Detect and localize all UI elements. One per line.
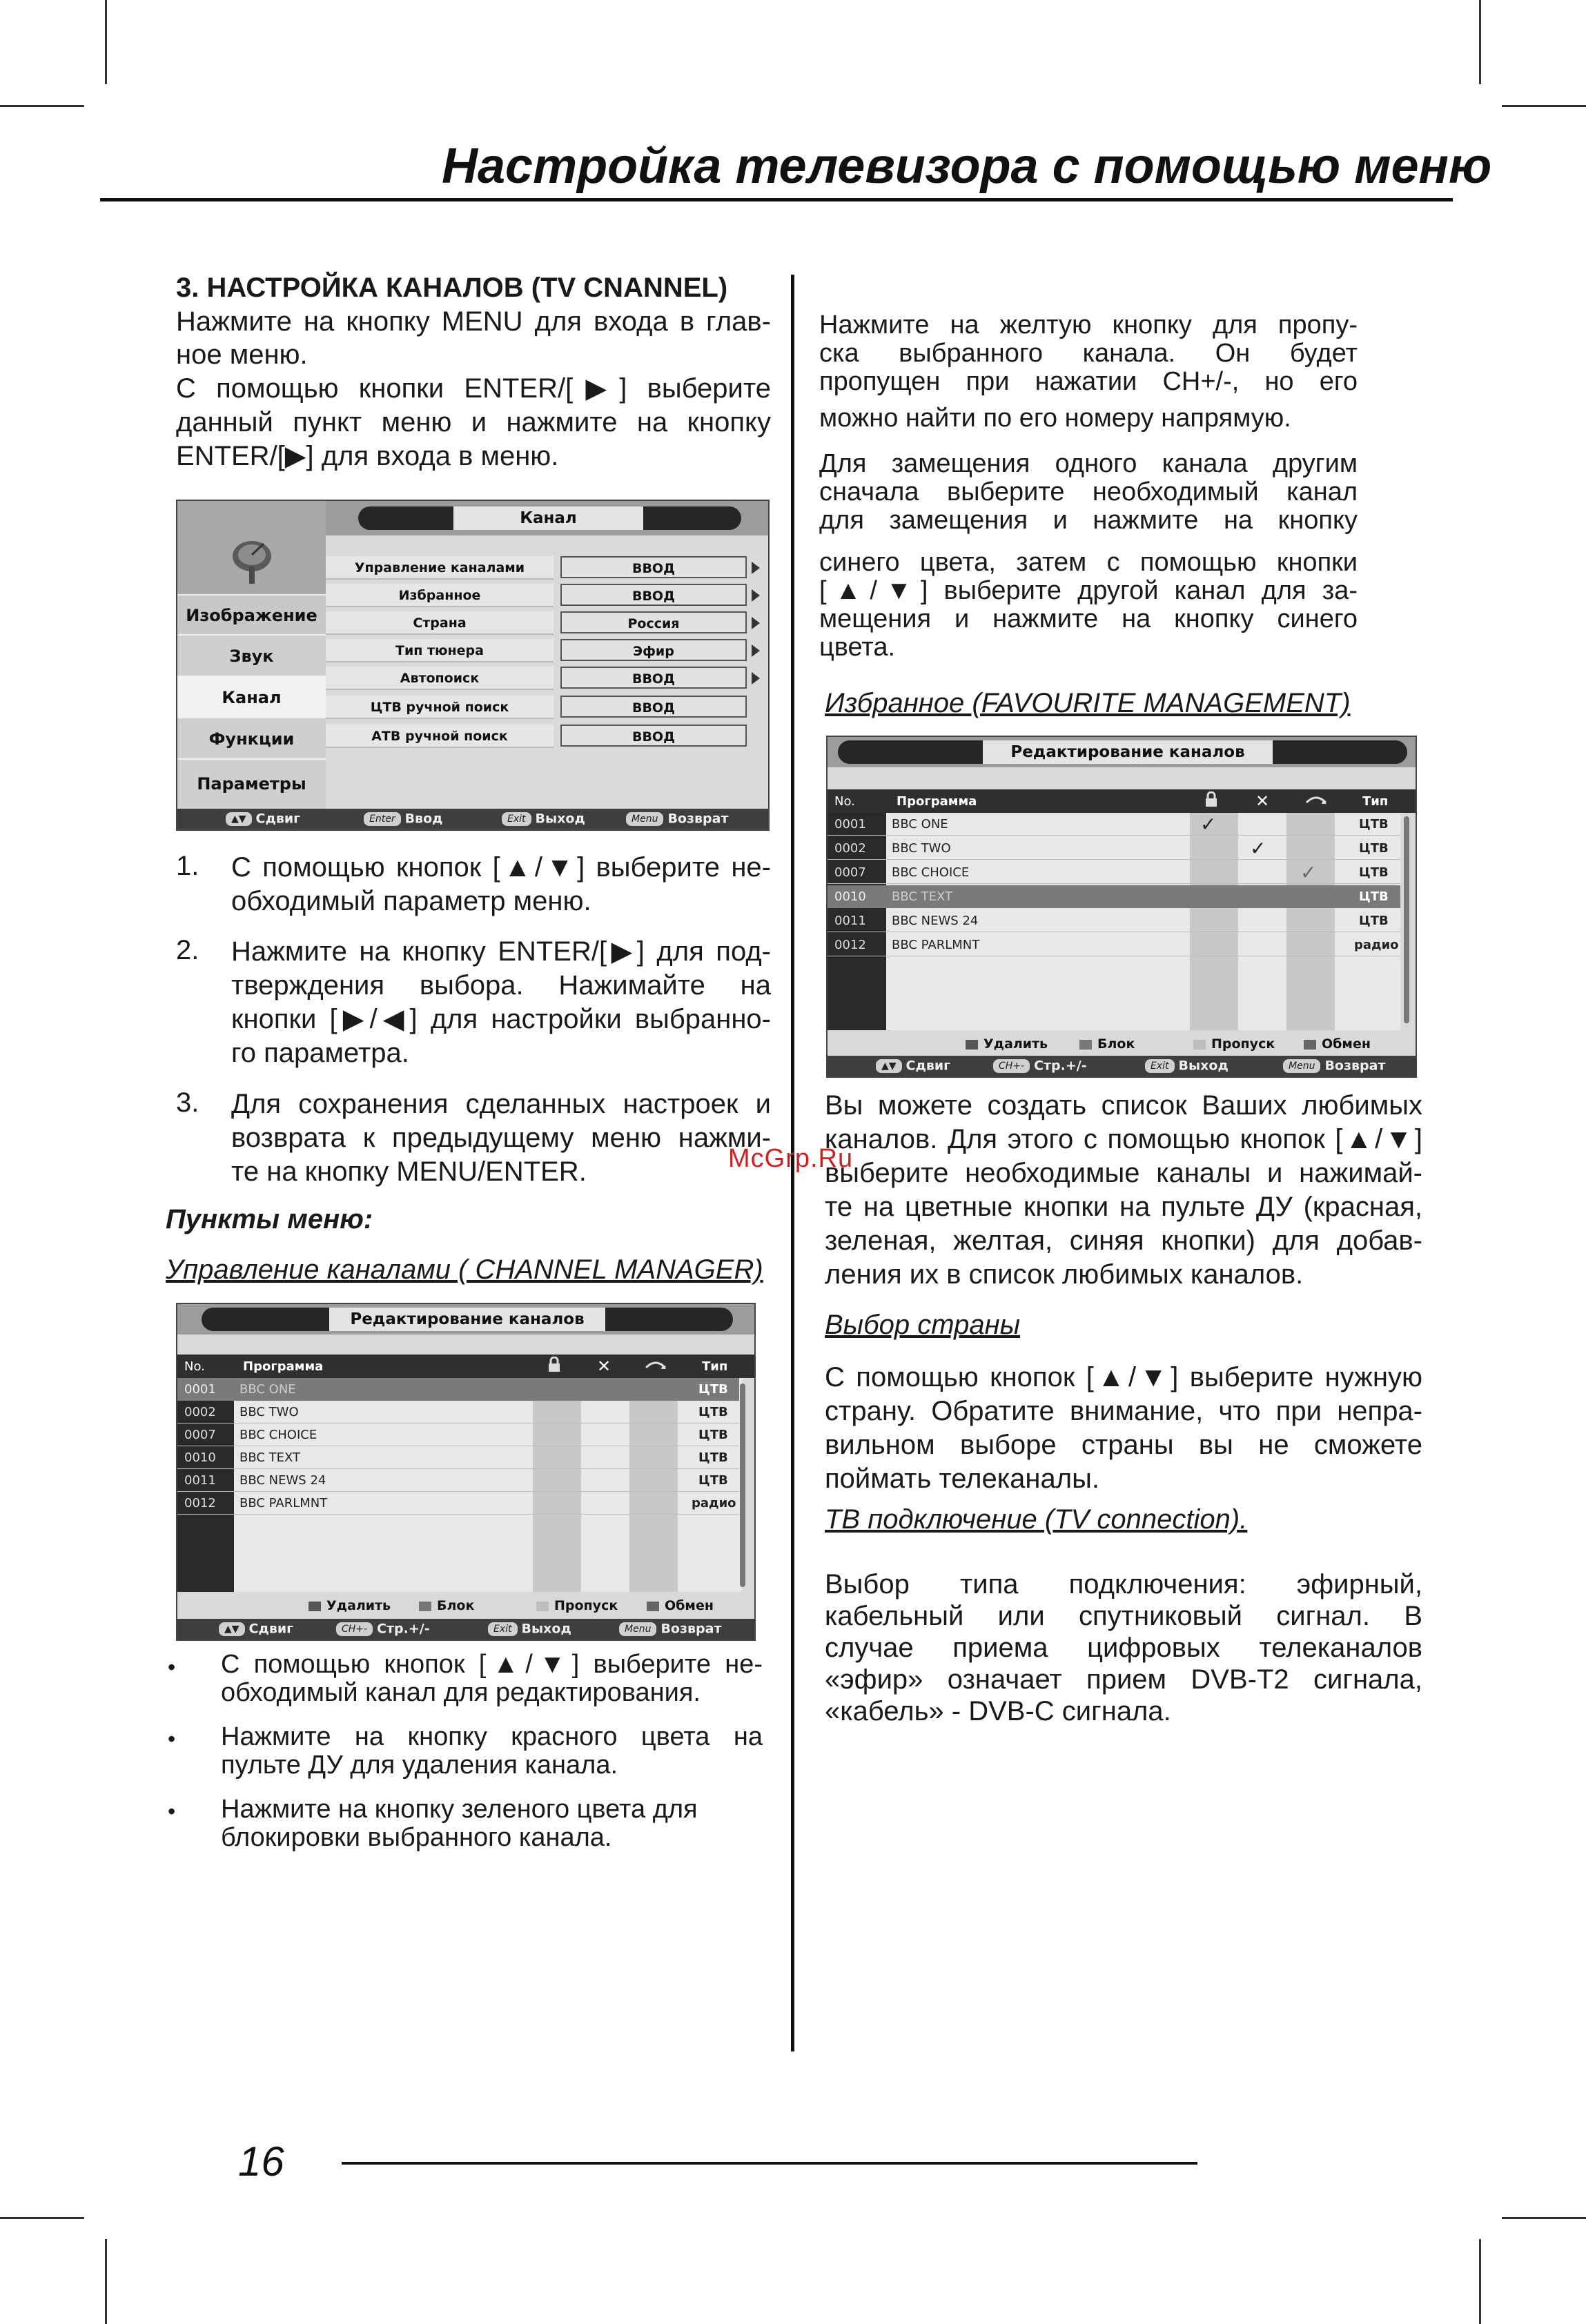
text-line: С помощью кнопок [▲/▼] выберите не-	[221, 1650, 763, 1679]
text-line: пульте ДУ для удаления канала.	[221, 1751, 618, 1780]
legend-label: Обмен	[665, 1598, 714, 1613]
hint-label: Возврат	[667, 811, 729, 827]
title-rule	[100, 198, 1453, 201]
sidebar-item-parameters[interactable]: Параметры	[177, 758, 326, 810]
legend-label: Обмен	[1322, 1036, 1371, 1052]
text-line: поймать телеканалы.	[825, 1464, 1099, 1494]
tv-connection-heading: ТВ подключение (TV connection).	[825, 1504, 1248, 1535]
text-line: Вы можете создать список Ваших любимых	[825, 1090, 1422, 1121]
key-label: CH+-	[336, 1622, 373, 1636]
menu-row-autosearch[interactable]	[326, 667, 768, 694]
text-line: Для замещения одного канала другим	[819, 449, 1358, 478]
footer-hint	[876, 1058, 950, 1074]
scrollbar[interactable]	[740, 1383, 745, 1587]
screen-footer	[828, 1056, 1416, 1076]
footer-hint	[626, 811, 729, 827]
legend-label: Удалить	[983, 1036, 1048, 1052]
crop-mark	[1479, 2239, 1481, 2324]
blue-button-swatch	[1304, 1040, 1316, 1050]
menu-row-value[interactable]: ВВОД	[560, 725, 747, 747]
screen-title: Редактирование каналов	[983, 740, 1273, 764]
footer-hint	[226, 811, 300, 827]
channel-type: ЦТВ	[698, 1428, 728, 1442]
skip-icon	[643, 1357, 668, 1377]
screen-footer	[177, 809, 768, 829]
text-line: С помощью кнопок [▲/▼] выберите нужную	[825, 1362, 1422, 1392]
table-row[interactable]	[177, 1446, 739, 1469]
column-program: Программа	[243, 1359, 324, 1374]
channel-type: ЦТВ	[1359, 841, 1389, 856]
menu-row-country[interactable]	[326, 611, 768, 639]
channel-name: BBC PARLMNT	[239, 1496, 328, 1510]
blue-button-swatch	[647, 1602, 659, 1611]
close-icon: ✕	[1255, 791, 1270, 811]
key-label: ▲▼	[226, 812, 252, 826]
channel-name: BBC TWO	[239, 1405, 299, 1419]
channel-menu-screen	[176, 500, 770, 831]
legend-skip	[536, 1598, 618, 1613]
legend-swap	[647, 1598, 714, 1613]
table-row[interactable]	[177, 1469, 739, 1492]
hint-label: Возврат	[660, 1621, 722, 1637]
skip-icon	[1304, 791, 1329, 811]
text-line: Нажмите на кнопку зеленого цвета для	[221, 1795, 698, 1824]
page-title: Настройка телевизора с помощью меню	[442, 139, 1492, 194]
table-row[interactable]	[177, 1401, 739, 1424]
yellow-button-swatch	[536, 1602, 549, 1611]
color-legend	[177, 1594, 754, 1616]
red-button-swatch	[966, 1040, 978, 1050]
channel-type: ЦТВ	[698, 1405, 728, 1419]
channel-number: 0001	[184, 1382, 216, 1397]
legend-label: Пропуск	[554, 1598, 618, 1613]
hint-label: Возврат	[1324, 1058, 1386, 1074]
close-icon: ✕	[597, 1357, 611, 1376]
menu-row-value[interactable]: Россия	[560, 611, 747, 633]
legend-label: Блок	[437, 1598, 475, 1613]
sidebar-item-picture[interactable]: Изображение	[177, 594, 326, 634]
text-line: ления их в список любимых каналов.	[825, 1259, 1304, 1290]
text-line: для замещения и нажмите на кнопку	[819, 506, 1358, 535]
satellite-dish-icon	[177, 501, 326, 594]
legend-label: Пропуск	[1211, 1036, 1275, 1052]
hint-label: Сдвиг	[255, 811, 301, 827]
menu-row-label: Управление каналами	[326, 556, 554, 580]
key-label: Exit	[1145, 1059, 1175, 1073]
text-line: те на кнопку MENU/ENTER.	[231, 1156, 587, 1187]
footer-hint	[1145, 1058, 1228, 1074]
text-line: ENTER/[▶] для входа в меню.	[176, 441, 559, 471]
menu-row-label: Избранное	[326, 584, 554, 607]
text-line: цвета.	[819, 633, 896, 662]
check-icon: ✓	[1250, 837, 1266, 860]
text-line: Нажмите на кнопку красного цвета на	[221, 1722, 763, 1751]
column-program: Программа	[897, 794, 977, 809]
text-line: [▲/▼] выберите другой канал для за-	[819, 576, 1358, 605]
channel-type: радио	[692, 1496, 736, 1510]
text-line: «эфир» означает прием DVB-T2 сигнала,	[825, 1664, 1422, 1695]
channel-number: 0012	[184, 1496, 216, 1510]
channel-type: ЦТВ	[698, 1450, 728, 1465]
check-icon: ✓	[1200, 813, 1217, 836]
text-line: страну. Обратите внимание, что при непра-	[825, 1396, 1422, 1426]
channel-name: BBC TEXT	[892, 889, 953, 904]
arrow-right-icon	[752, 589, 760, 602]
channel-number: 0010	[184, 1450, 216, 1465]
column-no: No.	[184, 1359, 205, 1374]
channel-type: ЦТВ	[698, 1382, 728, 1397]
favourite-heading: Избранное (FAVOURITE MANAGEMENT)	[825, 688, 1351, 718]
key-label: Exit	[502, 812, 531, 826]
channel-type: ЦТВ	[1359, 889, 1389, 904]
legend-skip	[1193, 1036, 1275, 1052]
text-line: выберите необходимые каналы и нажимай-	[825, 1158, 1422, 1188]
screen-title: Редактирование каналов	[329, 1308, 605, 1331]
check-icon: ✓	[1300, 861, 1317, 884]
text-line: синего цвета, затем с помощью кнопки	[819, 548, 1358, 577]
footer-hint	[336, 1621, 430, 1637]
menu-row-channel-manager[interactable]	[326, 556, 768, 584]
text-line: С помощью кнопки ENTER/[▶] выберите	[176, 373, 771, 404]
section-heading: 3. НАСТРОЙКА КАНАЛОВ (TV CNANNEL)	[176, 273, 728, 303]
footer-hint	[364, 811, 442, 827]
crop-mark	[105, 0, 107, 84]
table-row[interactable]	[828, 861, 1400, 884]
channel-name: BBC ONE	[892, 817, 948, 831]
bullet-marker: •	[168, 1655, 176, 1680]
step-number: 1.	[176, 851, 199, 881]
footer-hint	[993, 1058, 1087, 1074]
channel-type: ЦТВ	[1359, 817, 1389, 831]
text-line: тверждения выбора. Нажимайте на	[231, 970, 771, 1001]
step-number: 2.	[176, 935, 199, 965]
table-row[interactable]	[177, 1378, 739, 1401]
key-label: CH+-	[993, 1059, 1030, 1073]
text-line: Нажмите на кнопку MENU для входа в глав-	[176, 306, 771, 337]
text-line: возврата к предыдущему меню нажми-	[231, 1123, 771, 1153]
channel-number: 0007	[184, 1428, 216, 1442]
text-line: мещения и нажмите на кнопку синего	[819, 604, 1358, 633]
footer-rule	[342, 2162, 1197, 2165]
hint-label: Стр.+/-	[377, 1621, 430, 1637]
column-type: Тип	[702, 1359, 728, 1374]
channel-name: BBC PARLMNT	[892, 938, 980, 952]
arrow-right-icon	[752, 672, 760, 685]
red-button-swatch	[309, 1602, 321, 1611]
menu-row-label: АТВ ручной поиск	[326, 725, 554, 748]
text-line: ска выбранного канала. Он будет	[819, 339, 1358, 368]
table-header	[177, 1355, 754, 1378]
bullet-marker: •	[168, 1726, 176, 1751]
menu-row-value[interactable]: ВВОД	[560, 696, 747, 718]
page-number: 16	[238, 2138, 284, 2185]
text-line: кабельный или спутниковый сигнал. В	[825, 1601, 1422, 1631]
text-line: вильном выборе страны вы не сможете	[825, 1430, 1422, 1460]
channel-name: BBC TWO	[892, 841, 951, 856]
channel-manager-heading: Управление каналами ( CHANNEL MANAGER)	[166, 1254, 763, 1285]
lock-icon	[1204, 791, 1219, 811]
screen-footer	[177, 1619, 754, 1639]
menu-row-value[interactable]: ВВОД	[560, 584, 747, 606]
menu-row-label: Страна	[326, 611, 554, 635]
table-row[interactable]	[828, 837, 1400, 860]
sidebar-item-functions[interactable]: Функции	[177, 717, 326, 758]
channel-number: 0011	[834, 914, 866, 928]
footer-hint	[219, 1621, 293, 1637]
favourite-screen	[826, 736, 1417, 1078]
legend-swap	[1304, 1036, 1371, 1052]
arrow-right-icon	[752, 644, 760, 657]
channel-name: BBC TEXT	[239, 1450, 301, 1465]
channel-type: ЦТВ	[1359, 914, 1389, 928]
menu-row-favourites[interactable]	[326, 584, 768, 611]
text-line: обходимый параметр меню.	[231, 886, 591, 916]
key-label: Menu	[626, 812, 663, 826]
channel-name: BBC CHOICE	[239, 1428, 317, 1442]
column-no: No.	[834, 794, 855, 809]
sidebar-header	[177, 501, 326, 594]
crop-mark	[0, 2217, 84, 2219]
footer-hint	[502, 811, 585, 827]
key-label: ▲▼	[876, 1059, 902, 1073]
step-number: 3.	[176, 1087, 199, 1118]
column-type: Тип	[1362, 794, 1389, 809]
channel-type: ЦТВ	[1359, 865, 1389, 880]
hint-label: Сдвиг	[905, 1058, 951, 1074]
channel-name: BBC CHOICE	[892, 865, 970, 880]
menu-row-label: ЦТВ ручной поиск	[326, 696, 554, 719]
text-line: го параметра.	[231, 1038, 409, 1068]
table-row[interactable]	[828, 934, 1400, 956]
footer-hint	[619, 1621, 722, 1637]
text-line: зеленая, желтая, синяя кнопки) для добав-	[825, 1225, 1422, 1256]
channel-number: 0007	[834, 865, 866, 880]
legend-delete	[309, 1598, 391, 1613]
yellow-button-swatch	[1193, 1040, 1206, 1050]
channel-number: 0011	[184, 1473, 216, 1488]
text-line: сначала выберите необходимый канал	[819, 477, 1358, 506]
table-row[interactable]	[177, 1424, 739, 1446]
arrow-right-icon	[752, 562, 760, 574]
key-label: Menu	[1283, 1059, 1320, 1073]
color-legend	[828, 1032, 1416, 1054]
channel-name: BBC NEWS 24	[239, 1473, 326, 1488]
text-line: С помощью кнопок [▲/▼] выберите не-	[231, 852, 771, 883]
lock-icon	[547, 1357, 562, 1377]
text-line: те на цветные кнопки на пульте ДУ (красная,	[825, 1192, 1422, 1222]
menu-row-value[interactable]: ВВОД	[560, 667, 747, 689]
text-line: Нажмите на желтую кнопку для пропу-	[819, 311, 1358, 339]
hint-label: Выход	[521, 1621, 571, 1637]
crop-mark	[105, 2239, 107, 2324]
channel-number: 0002	[184, 1405, 216, 1419]
bullet-marker: •	[168, 1799, 176, 1824]
text-line: кнопки [▶/◀] для настройки выбранно-	[231, 1004, 771, 1034]
sidebar-item-sound[interactable]: Звук	[177, 634, 326, 676]
table-row[interactable]	[828, 813, 1400, 836]
crop-mark	[1502, 105, 1586, 107]
table-row[interactable]	[177, 1492, 739, 1515]
text-line: можно найти по его номеру напрямую.	[819, 404, 1291, 433]
text-line: обходимый канал для редактирования.	[221, 1678, 701, 1707]
screen-title: Канал	[453, 506, 643, 530]
green-button-swatch	[1079, 1040, 1092, 1050]
channel-number: 0002	[834, 841, 866, 856]
crop-mark	[1479, 0, 1481, 84]
table-row[interactable]	[828, 885, 1400, 908]
text-line: «кабель» - DVB-C сигнала.	[825, 1696, 1171, 1726]
country-heading: Выбор страны	[825, 1310, 1021, 1340]
table-row[interactable]	[828, 909, 1400, 932]
text-line: Для сохранения сделанных настроек и	[231, 1089, 771, 1119]
text-line: случае приема цифровых телеканалов	[825, 1633, 1422, 1663]
legend-label: Блок	[1097, 1036, 1135, 1052]
key-label: ▲▼	[219, 1622, 245, 1636]
channel-name: BBC NEWS 24	[892, 914, 979, 928]
menu-items-heading: Пункты меню:	[166, 1204, 373, 1234]
text-line: ное меню.	[176, 339, 308, 370]
text-line: данный пункт меню и нажмите на кнопку	[176, 407, 771, 437]
footer-hint	[1283, 1058, 1386, 1074]
menu-row-dtv-manual-search[interactable]	[326, 696, 768, 723]
arrow-right-icon	[752, 617, 760, 629]
channel-type: радио	[1354, 938, 1399, 952]
channel-number: 0012	[834, 938, 866, 952]
menu-row-label: Тип тюнера	[326, 639, 554, 662]
legend-delete	[966, 1036, 1048, 1052]
crop-mark	[0, 105, 84, 107]
hint-label: Ввод	[404, 811, 443, 827]
footer-hint	[488, 1621, 571, 1637]
menu-row-tuner-type[interactable]	[326, 639, 768, 667]
channel-type: ЦТВ	[698, 1473, 728, 1488]
menu-row-label: Автопоиск	[326, 667, 554, 690]
text-line: каналов. Для этого с помощью кнопок [▲/▼]	[825, 1124, 1422, 1154]
table-header	[828, 789, 1416, 813]
sidebar-item-channel[interactable]: Канал	[177, 676, 326, 717]
watermark: McGrp.Ru	[728, 1144, 854, 1173]
menu-row-value[interactable]: ВВОД	[560, 556, 747, 578]
channel-name: BBC ONE	[239, 1382, 296, 1397]
hint-label: Выход	[535, 811, 585, 827]
hint-label: Стр.+/-	[1034, 1058, 1087, 1074]
scrollbar[interactable]	[1404, 816, 1409, 1023]
menu-row-atv-manual-search[interactable]	[326, 725, 768, 752]
key-label: Enter	[364, 812, 401, 826]
channel-number: 0010	[834, 889, 866, 904]
legend-label: Удалить	[326, 1598, 391, 1613]
channel-number: 0001	[834, 817, 866, 831]
legend-lock	[419, 1598, 474, 1613]
green-button-swatch	[419, 1602, 431, 1611]
legend-lock	[1079, 1036, 1135, 1052]
crop-mark	[1502, 2217, 1586, 2219]
hint-label: Сдвиг	[248, 1621, 294, 1637]
key-label: Menu	[619, 1622, 656, 1636]
hint-label: Выход	[1178, 1058, 1228, 1074]
text-line: блокировки выбранного канала.	[221, 1823, 612, 1852]
text-line: Выбор типа подключения: эфирный,	[825, 1569, 1422, 1599]
text-line: пропущен при нажатии CH+/-, но его	[819, 367, 1358, 396]
channel-edit-screen	[176, 1303, 756, 1641]
menu-row-value[interactable]: Эфир	[560, 639, 747, 661]
text-line: Нажмите на кнопку ENTER/[▶] для под-	[231, 936, 771, 967]
key-label: Exit	[488, 1622, 518, 1636]
